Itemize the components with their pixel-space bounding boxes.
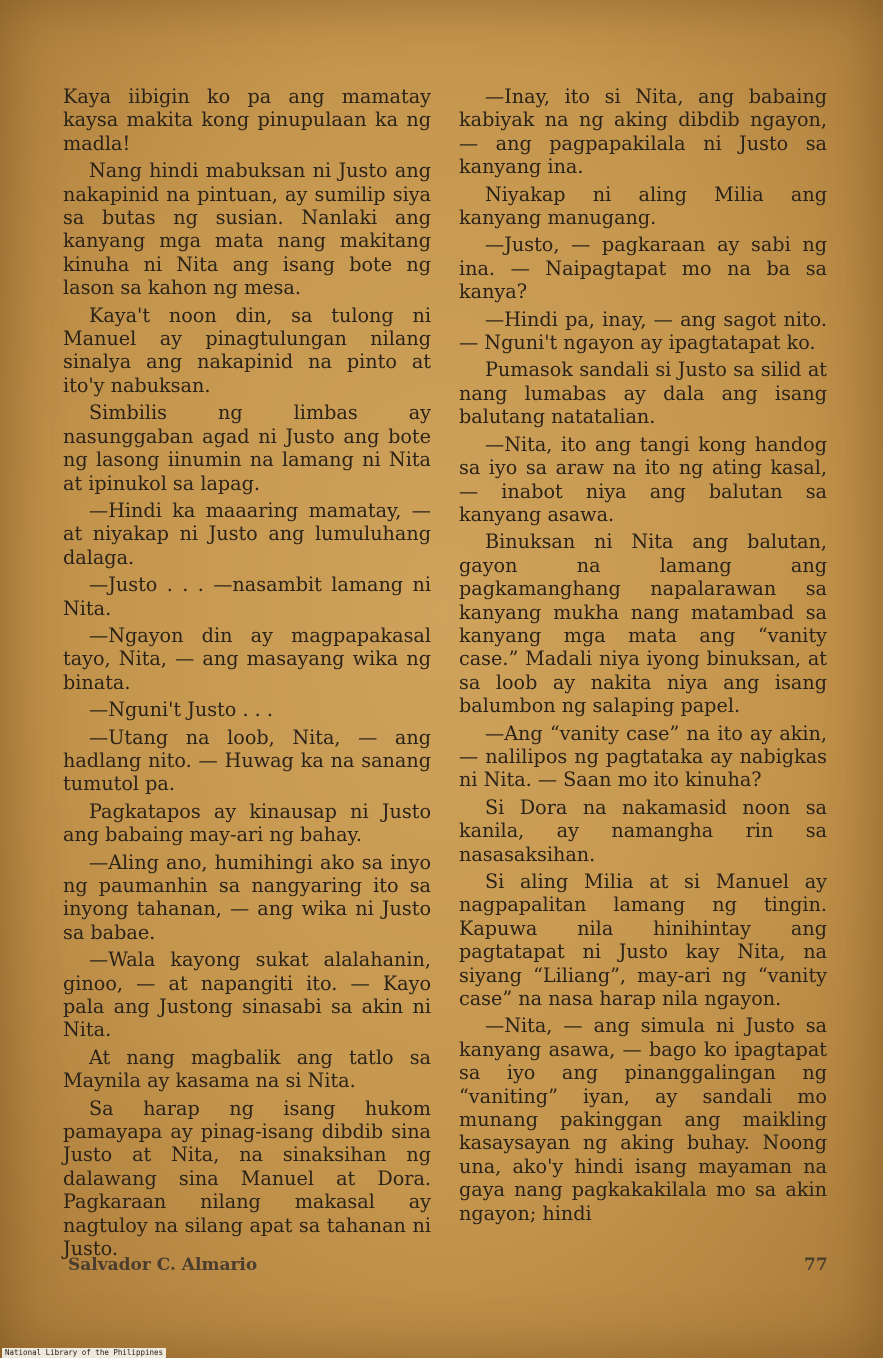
paragraph: Simbilis ng limbas ay nasunggaban agad ni Justo ang bote ng lasong iinumin na lamang ni Nita at ipinukol sa lapag. xyxy=(63,401,431,495)
right-text-column xyxy=(459,85,827,1229)
page-number: 77 xyxy=(804,1255,828,1275)
paragraph: —Ang “vanity case” na ito ay akin, — nalilipos ng pagtataka ay nabigkas ni Nita. — Saan mo ito kinuha? xyxy=(459,721,827,792)
paragraph: —Ngayon din ay magpapakasal tayo, Nita, — ang masayang wika ng binata. xyxy=(63,623,431,694)
paragraph: Nang hindi mabuksan ni Justo ang nakapinid na pintuan, ay sumilip siya sa butas ng susian. Nanlaki ang kanyang mga mata nang makitang kinuha ni Nita ang isang bote ng lason sa kahon ng mesa. xyxy=(63,159,431,300)
author-name: Salvador C. Almario xyxy=(68,1255,258,1275)
paragraph: —Utang na loob, Nita, — ang hadlang nito. — Huwag ka na sanang tumutol pa. xyxy=(63,725,431,796)
paragraph: Pumasok sandali si Justo sa silid at nang lumabas ay dala ang isang balutang natatalian. xyxy=(459,358,827,429)
paragraph: —Wala kayong sukat alalahanin, ginoo, — at napangiti ito. — Kayo pala ang Justong sinasabi sa akin ni Nita. xyxy=(63,948,431,1042)
paragraph: Niyakap ni aling Milia ang kanyang manugang. xyxy=(459,182,827,230)
paragraph: —Justo, — pagkaraan ay sabi ng ina. — Naipagtapat mo na ba sa kanya? xyxy=(459,233,827,304)
paragraph: Kaya iibigin ko pa ang mamatay kaysa makita kong pinupulaan ka ng madla! xyxy=(63,85,431,155)
paragraph: Binuksan ni Nita ang balutan, gayon na lamang ang pagkamanghang napalarawan sa kanyang mukha nang matambad sa kanyang mga mata ang “vanity case.” Madali niya iyong binuksan, at sa loob ay nakita niya ang isang balumbon ng salaping papel. xyxy=(459,530,827,718)
paragraph: —Nita, ito ang tangi kong handog sa iyo sa araw na ito ng ating kasal, — inabot niya ang balutan sa kanyang asawa. xyxy=(459,432,827,526)
paragraph: Si aling Milia at si Manuel ay nagpapalitan lamang ng tingin. Kapuwa nila hinihintay ang pagtatapat ni Justo kay Nita, na siyang “Liliang”, may-ari ng “vanity case” na nasa harap nila ngayon. xyxy=(459,870,827,1011)
paragraph: —Hindi pa, inay, — ang sagot nito. — Nguni't ngayon ay ipagtatapat ko. xyxy=(459,307,827,355)
paragraph: —Justo . . . —nasambit lamang ni Nita. xyxy=(63,573,431,620)
left-text-column xyxy=(63,85,431,1265)
library-credit: National Library of the Philippines xyxy=(2,1348,166,1358)
paragraph: Si Dora na nakamasid noon sa kanila, ay namangha rin sa nasasaksihan. xyxy=(459,795,827,866)
paragraph: At nang magbalik ang tatlo sa Maynila ay kasama na si Nita. xyxy=(63,1045,431,1093)
paragraph: —Inay, ito si Nita, ang babaing kabiyak na ng aking dibdib ngayon, — ang pagpapakilala ni Justo sa kanyang ina. xyxy=(459,85,827,179)
paragraph: —Aling ano, humihingi ako sa inyo ng paumanhin sa nangyaring ito sa inyong tahanan, — ang wika ni Justo sa babae. xyxy=(63,850,431,944)
paragraph: Kaya't noon din, sa tulong ni Manuel ay pinagtulungan nilang sinalya ang nakapinid na pinto at ito'y nabuksan. xyxy=(63,303,431,397)
paragraph: —Nita, — ang simula ni Justo sa kanyang asawa, — bago ko ipagtapat sa iyo ang pinanggalingan ng “vaniting” iyan, ay sandali mo munang pakinggan ang maikling kasaysayan ng aking buhay. Noong una, ako'y hindi isang mayaman na gaya nang pagkakakilala mo sa akin ngayon; hindi xyxy=(459,1014,827,1225)
paragraph: Pagkatapos ay kinausap ni Justo ang babaing may-ari ng bahay. xyxy=(63,799,431,847)
paragraph: Sa harap ng isang hukom pamayapa ay pinag-isang dibdib sina Justo at Nita, na sinaksihan ng dalawang sina Manuel at Dora. Pagkaraan nilang makasal ay nagtuloy na silang apat sa tahanan ni Justo. xyxy=(63,1096,431,1261)
paragraph: —Nguni't Justo . . . xyxy=(89,698,273,722)
paragraph: —Hindi ka maaaring mamatay, —at niyakap ni Justo ang lumuluhang dalaga. xyxy=(63,498,431,569)
